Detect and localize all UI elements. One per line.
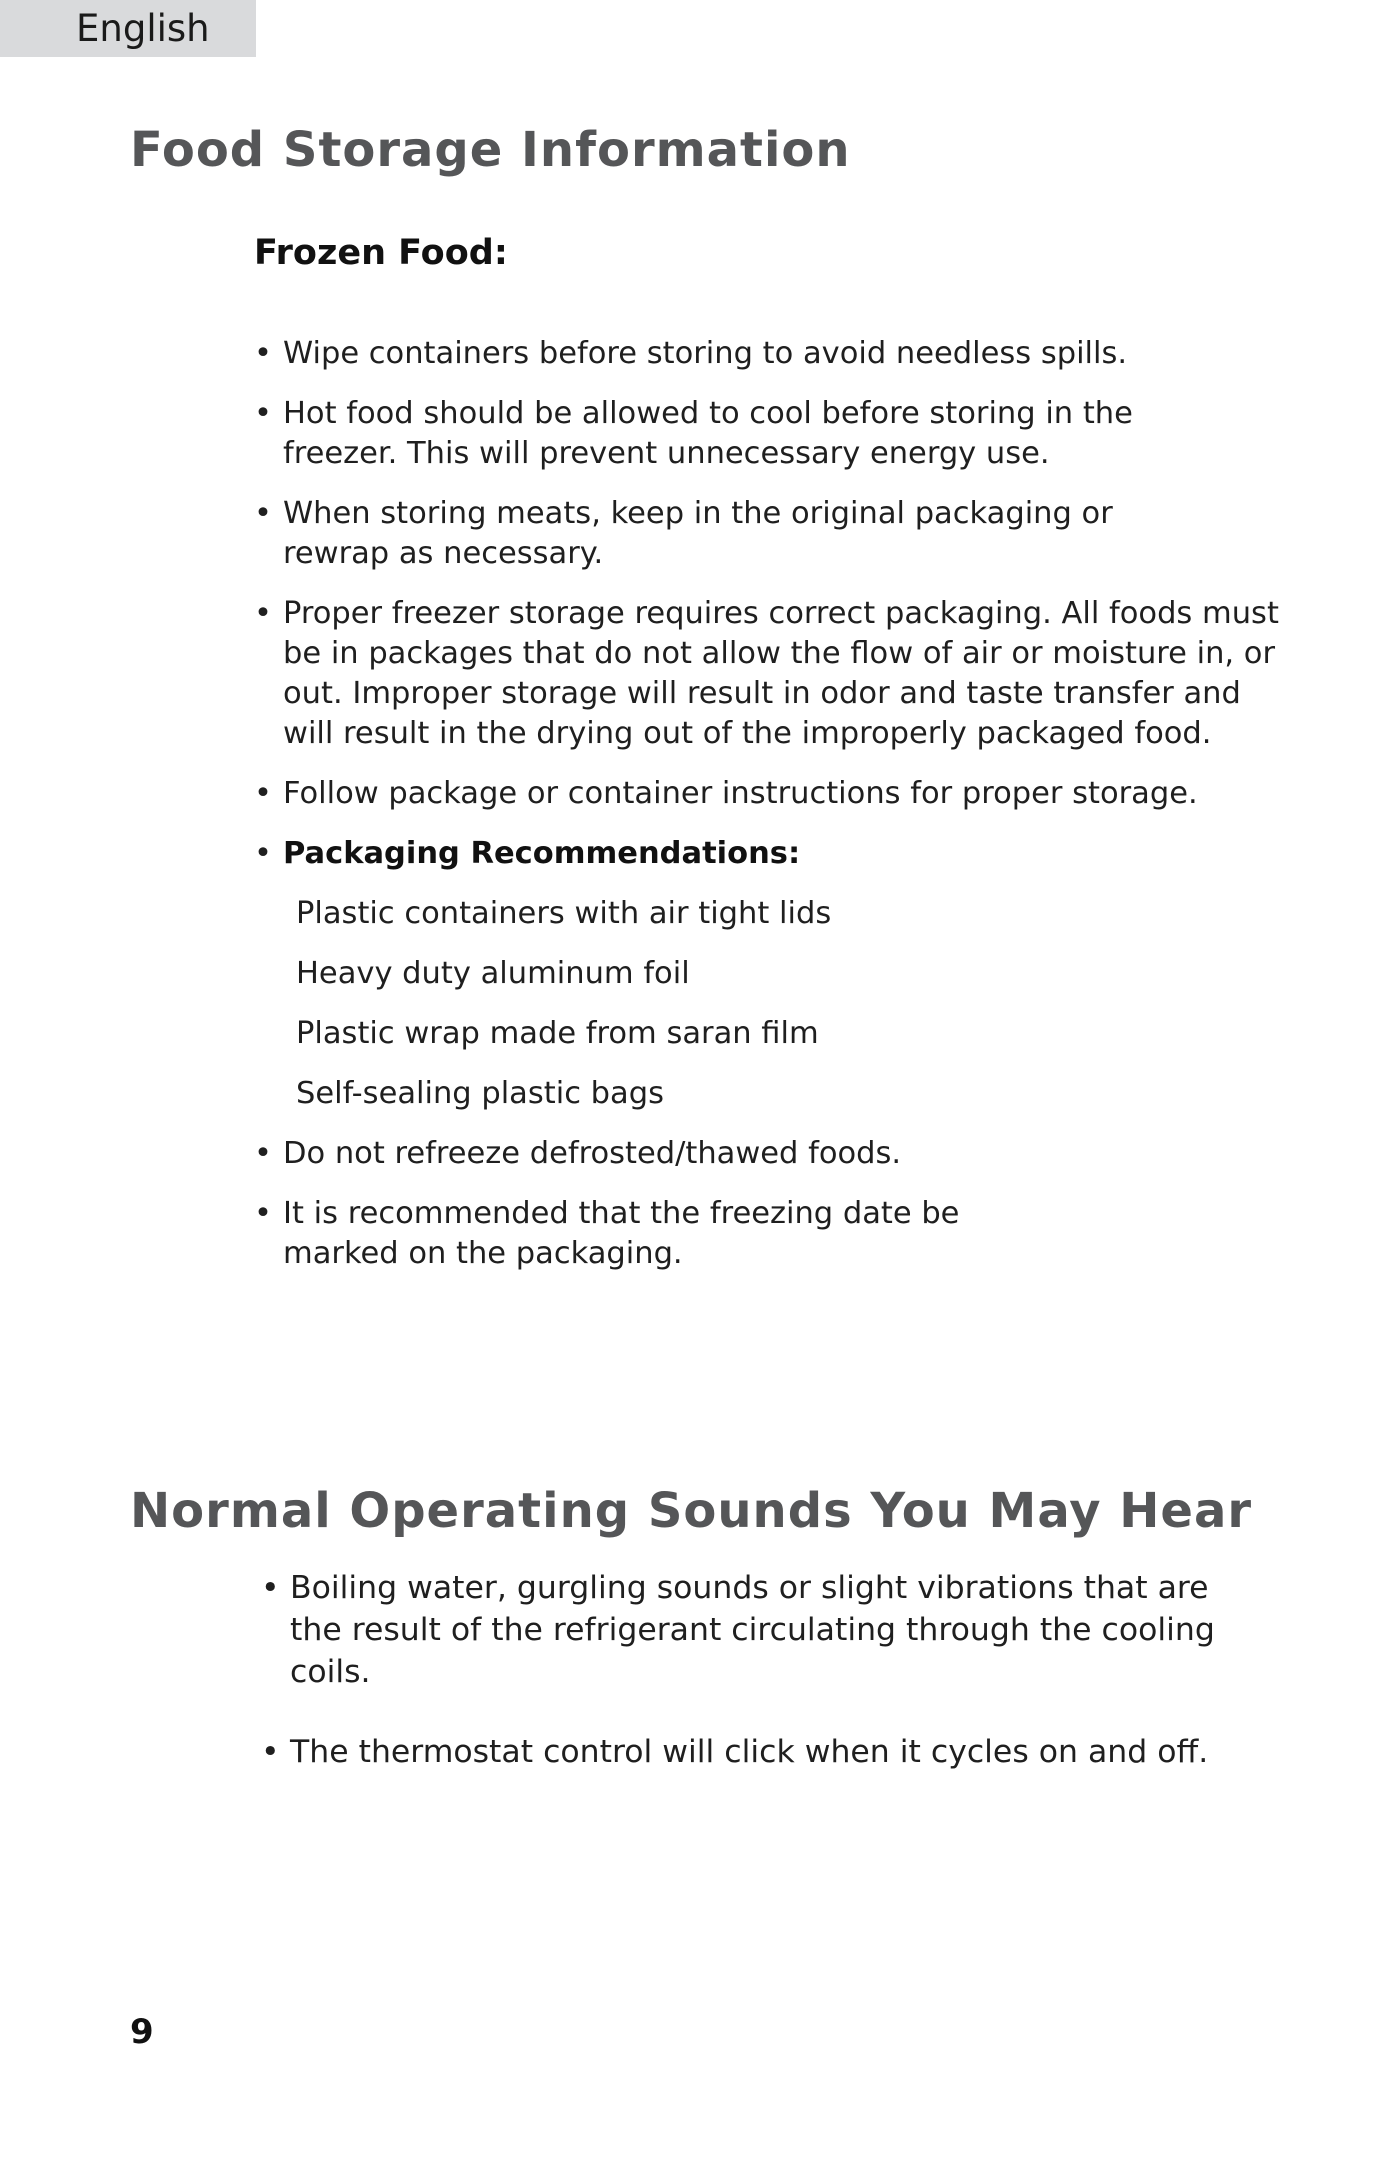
list-item: • Boiling water, gurgling sounds or slight vibrations that are the result of the refrigerant circulating through the cooling coils.: [261, 1567, 1261, 1693]
page-number: 9: [130, 2012, 154, 2052]
list-item: • Proper freezer storage requires correct packaging. All foods must be in packages that do not allow the flow of air or moisture in, or out. Improper storage will result in odor and taste transfer and will result in the drying out of the improperly packaged food.: [254, 594, 1283, 754]
list-item: • Follow package or container instructions for proper storage.: [254, 774, 1274, 814]
packaging-heading: Packaging Recommendations:: [283, 836, 801, 871]
packaging-item: Plastic containers with air tight lids: [296, 896, 832, 931]
packaging-item: Self-sealing plastic bags: [296, 1076, 664, 1111]
packaging-recommendations: [254, 834, 1274, 1114]
list-item: • The thermostat control will click when it cycles on and off.: [261, 1731, 1261, 1773]
list-item: • Wipe containers before storing to avoid needless spills.: [254, 334, 1133, 374]
operating-sounds-list: [261, 1567, 1261, 1811]
packaging-item: Heavy duty aluminum foil: [296, 956, 690, 991]
operating-sounds-title: Normal Operating Sounds You May Hear: [130, 1483, 1253, 1539]
list-item: • Do not refreeze defrosted/thawed foods.: [254, 1134, 1274, 1174]
frozen-food-subtitle: Frozen Food:: [254, 233, 508, 273]
packaging-item: Plastic wrap made from saran film: [296, 1016, 819, 1051]
frozen-food-list: [254, 334, 1279, 1294]
food-storage-title: Food Storage Information: [130, 122, 851, 178]
list-item: • Hot food should be allowed to cool before storing in the freezer. This will prevent unnecessary energy use.: [254, 394, 1208, 474]
list-item: • It is recommended that the freezing date be marked on the packaging.: [254, 1194, 1073, 1274]
packaging-list: [283, 894, 1274, 1114]
list-item: • When storing meats, keep in the original packaging or rewrap as necessary.: [254, 494, 1183, 574]
language-tab: English: [0, 0, 256, 57]
